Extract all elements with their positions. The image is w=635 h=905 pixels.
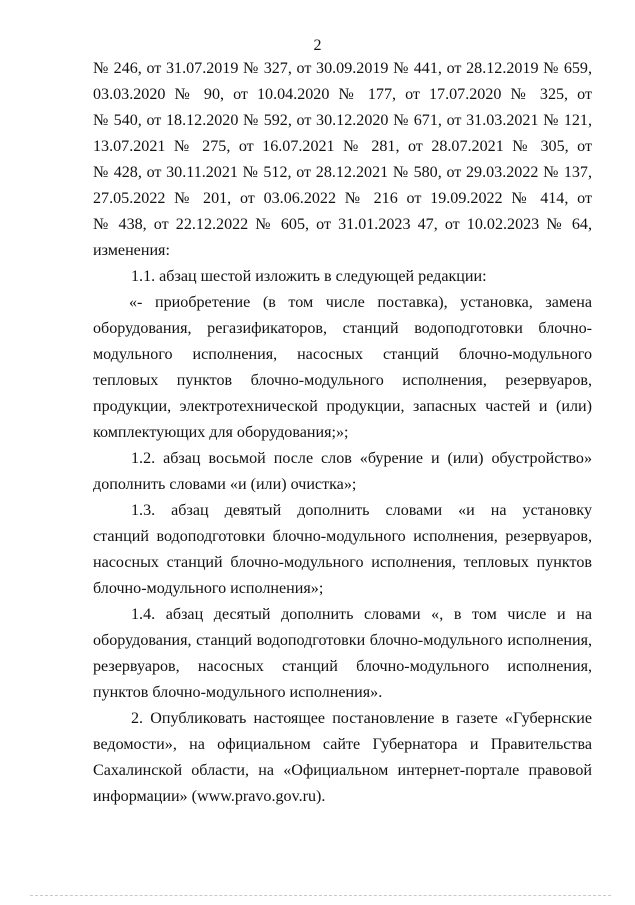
- text-line: информации» (www.pravo.gov.ru).: [93, 788, 326, 805]
- text-line: тепловых пунктов блочно-модульного исполнения, резервуаров,: [93, 372, 592, 389]
- text-line: 13.07.2021 № 275, от 16.07.2021 № 281, от 28.07.2021 № 305, от: [93, 138, 592, 155]
- scan-edge-divider: [30, 895, 611, 896]
- text-line: насосных станций блочно-модульного исполнения, тепловых пунктов: [93, 554, 592, 571]
- list-item-1-2: 1.2. абзац восьмой после слов «бурение и (или) обустройство»: [131, 450, 592, 467]
- list-item-1-1: 1.1. абзац шестой изложить в следующей редакции:: [131, 268, 487, 285]
- text-line: ведомости», на официальном сайте Губернатора и Правительства: [93, 736, 592, 753]
- list-item-2: 2. Опубликовать настоящее постановление в газете «Губернские: [131, 710, 592, 727]
- text-line: № 428, от 30.11.2021 № 512, от 28.12.2021 № 580, от 29.03.2022 № 137,: [93, 164, 592, 181]
- list-item-1-4: 1.4. абзац десятый дополнить словами «, в том числе и на: [131, 606, 592, 623]
- text-line: оборудования, станций водоподготовки блочно-модульного исполнения,: [93, 632, 592, 649]
- text-line: изменения:: [93, 242, 170, 259]
- text-line: резервуаров, насосных станций блочно-модульного исполнения,: [93, 658, 592, 675]
- text-line: № 246, от 31.07.2019 № 327, от 30.09.2019 № 441, от 28.12.2019 № 659,: [93, 60, 592, 77]
- text-line: оборудования, регазификаторов, станций водоподготовки блочно-: [93, 320, 592, 337]
- text-line: продукции, электротехнической продукции, запасных частей и (или): [93, 398, 592, 415]
- document-body: [93, 56, 592, 810]
- text-line: Сахалинской области, на «Официальном интернет-портале правовой: [93, 762, 592, 779]
- text-line: дополнить словами «и (или) очистка»;: [93, 476, 357, 493]
- text-line: комплектующих для оборудования;»;: [93, 424, 349, 441]
- text-line: 03.03.2020 № 90, от 10.04.2020 № 177, от 17.07.2020 № 325, от: [93, 86, 592, 103]
- text-line: «- приобретение (в том числе поставка), установка, замена: [129, 294, 592, 311]
- page-number: 2: [313, 37, 322, 54]
- list-item-1-3: 1.3. абзац девятый дополнить словами «и на установку: [131, 502, 592, 519]
- text-line: № 438, от 22.12.2022 № 605, от 31.01.2023 47, от 10.02.2023 № 64,: [93, 216, 592, 233]
- text-line: станций водоподготовки блочно-модульного исполнения, резервуаров,: [93, 528, 592, 545]
- text-line: модульного исполнения, насосных станций блочно-модульного: [93, 346, 592, 363]
- text-line: 27.05.2022 № 201, от 03.06.2022 № 216 от 19.09.2022 № 414, от: [93, 190, 592, 207]
- text-line: пунктов блочно-модульного исполнения».: [93, 684, 383, 701]
- text-line: № 540, от 18.12.2020 № 592, от 30.12.2020 № 671, от 31.03.2021 № 121,: [93, 112, 592, 129]
- text-line: блочно-модульного исполнения»;: [93, 580, 324, 597]
